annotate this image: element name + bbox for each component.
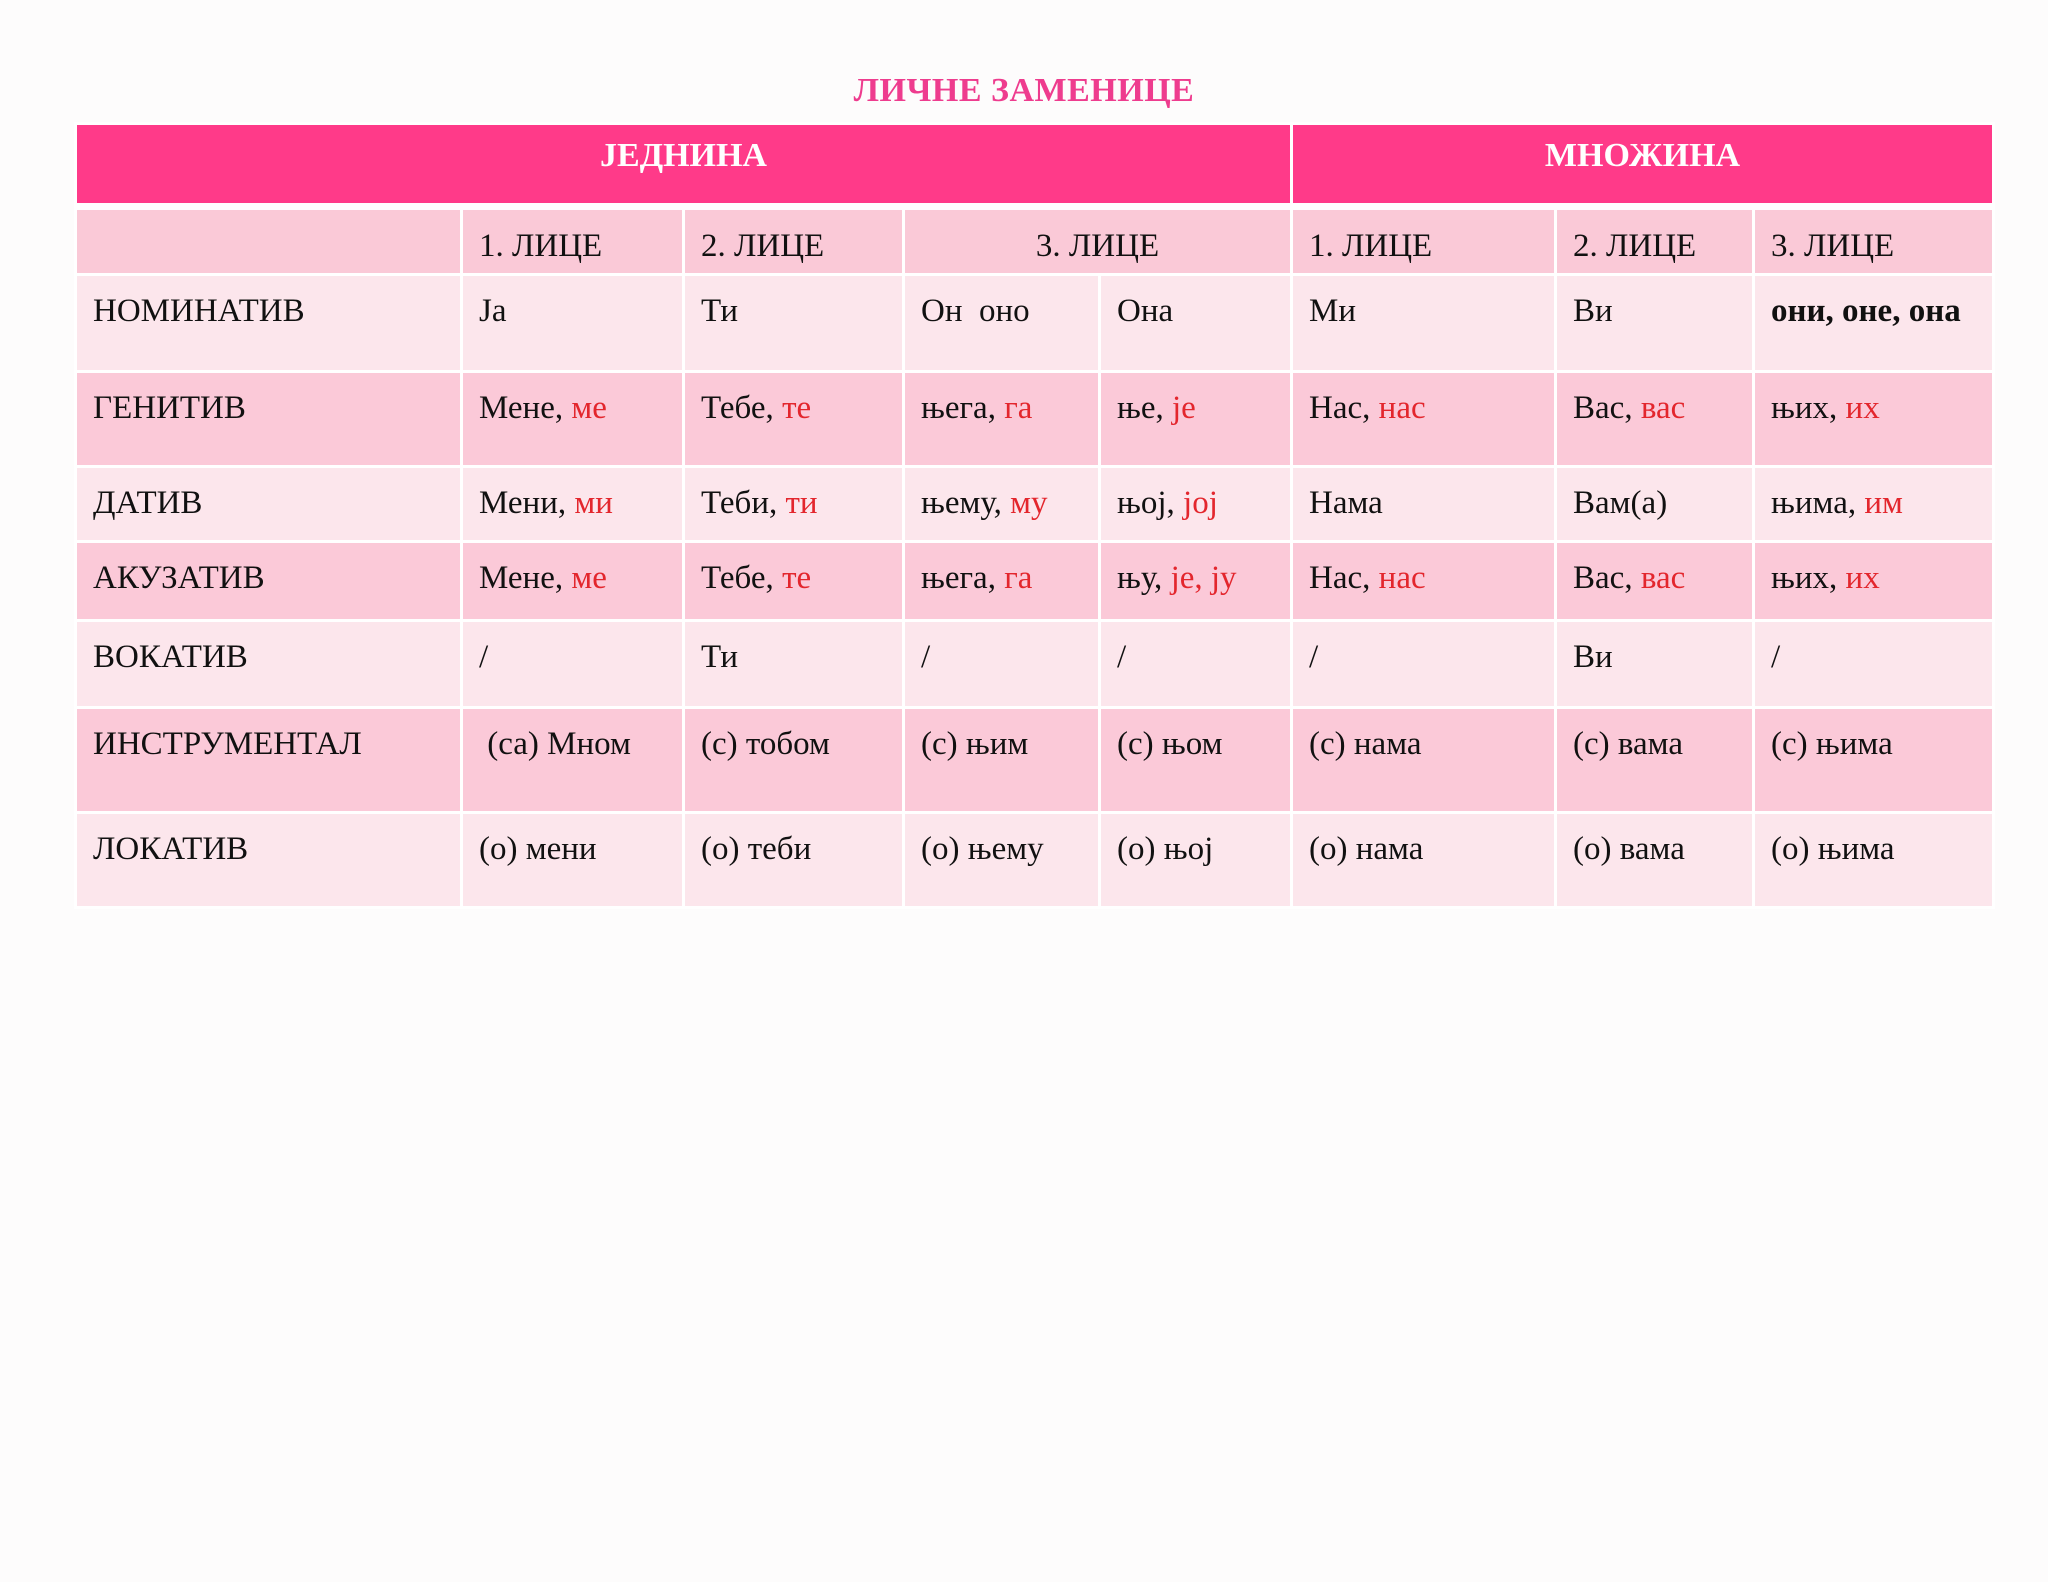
form-cell-pl-1 (1292, 467, 1556, 542)
full-form: (о) њима (1771, 831, 1895, 867)
form-cell-sg-1 (462, 372, 684, 467)
clitic-form: нас (1378, 390, 1426, 426)
form-cell-pl-3 (1754, 542, 1994, 621)
full-form: Вам(а) (1573, 485, 1668, 521)
table-row (76, 621, 1994, 708)
full-form: (о) њој (1117, 831, 1214, 867)
form-cell-sg-3-m (904, 813, 1100, 908)
full-form: ње, (1117, 390, 1173, 426)
form-cell-pl-1 (1292, 708, 1556, 813)
form-cell-sg-3-f (1100, 372, 1292, 467)
form-cell-sg-2 (684, 372, 904, 467)
form-cell-pl-1 (1292, 372, 1556, 467)
full-form: (с) њом (1117, 726, 1223, 762)
form-cell-sg-1 (462, 621, 684, 708)
full-form: Мени, (479, 485, 575, 521)
form-cell-sg-3-m (904, 467, 1100, 542)
full-form: Вас, (1573, 390, 1641, 426)
plural-header: МНОЖИНА (1292, 124, 1994, 207)
form-cell-sg-2 (684, 467, 904, 542)
clitic-form: га (1004, 560, 1033, 596)
form-cell-pl-1 (1292, 542, 1556, 621)
full-form: Тебе, (701, 390, 783, 426)
full-form: Нама (1309, 485, 1383, 521)
person-header-pl-2: 2. ЛИЦЕ (1556, 207, 1754, 275)
full-form: Вас, (1573, 560, 1641, 596)
clitic-form: их (1845, 390, 1880, 426)
form-cell-sg-1 (462, 813, 684, 908)
full-form: / (1117, 639, 1127, 675)
full-form: / (1771, 639, 1781, 675)
clitic-form: ми (574, 485, 613, 521)
clitic-form: ме (571, 390, 607, 426)
full-form: (с) њима (1771, 726, 1893, 762)
form-cell-sg-3-m (904, 621, 1100, 708)
form-cell-sg-2 (684, 542, 904, 621)
full-form: Он оно (921, 293, 1030, 329)
form-cell-pl-2 (1556, 275, 1754, 372)
form-cell-pl-1 (1292, 621, 1556, 708)
clitic-form: вас (1640, 560, 1686, 596)
clitic-form: ти (785, 485, 818, 521)
person-header-sg-1: 1. ЛИЦЕ (462, 207, 684, 275)
clitic-form: јој (1183, 485, 1218, 521)
full-form: (о) њему (921, 831, 1044, 867)
singular-header: ЈЕДНИНА (76, 124, 1292, 207)
form-cell-pl-1 (1292, 813, 1556, 908)
form-cell-pl-2 (1556, 621, 1754, 708)
table-row (76, 708, 1994, 813)
full-form: њима, (1771, 485, 1865, 521)
form-cell-pl-2 (1556, 467, 1754, 542)
full-form: / (921, 639, 931, 675)
case-label: АКУЗАТИВ (76, 542, 462, 621)
form-cell-pl-2 (1556, 813, 1754, 908)
full-form: њих, (1771, 390, 1846, 426)
clitic-form: му (1010, 485, 1048, 521)
full-form: Нас, (1309, 560, 1379, 596)
form-cell-sg-3-f (1100, 621, 1292, 708)
full-form: / (1309, 639, 1319, 675)
full-form: они, оне, она (1771, 293, 1961, 329)
person-header-sg-2: 2. ЛИЦЕ (684, 207, 904, 275)
form-cell-sg-3-f (1100, 542, 1292, 621)
full-form: (са) Мном (479, 726, 631, 762)
form-cell-sg-3-f (1100, 467, 1292, 542)
full-form: Мене, (479, 560, 572, 596)
full-form: (о) теби (701, 831, 812, 867)
clitic-form: га (1004, 390, 1033, 426)
form-cell-pl-1 (1292, 275, 1556, 372)
full-form: Она (1117, 293, 1174, 329)
clitic-form: ме (571, 560, 607, 596)
full-form: (с) вама (1573, 726, 1683, 762)
full-form: њих, (1771, 560, 1846, 596)
person-header-pl-3: 3. ЛИЦЕ (1754, 207, 1994, 275)
form-cell-sg-3-m (904, 372, 1100, 467)
case-label: ДАТИВ (76, 467, 462, 542)
page-title: ЛИЧНЕ ЗАМЕНИЦЕ (853, 72, 1195, 109)
full-form: (о) нама (1309, 831, 1424, 867)
full-form: (с) њим (921, 726, 1029, 762)
full-form: Ви (1573, 639, 1613, 675)
person-header-sg-3: 3. ЛИЦЕ (904, 207, 1292, 275)
form-cell-pl-3 (1754, 621, 1994, 708)
table-row (76, 275, 1994, 372)
clitic-form: је (1172, 390, 1196, 426)
table-row (76, 467, 1994, 542)
clitic-form: их (1845, 560, 1880, 596)
form-cell-pl-2 (1556, 542, 1754, 621)
clitic-form: вас (1640, 390, 1686, 426)
full-form: Нас, (1309, 390, 1379, 426)
case-label: НОМИНАТИВ (76, 275, 462, 372)
corner-cell (76, 207, 462, 275)
personal-pronouns-table (74, 122, 1995, 909)
full-form: Ти (701, 639, 738, 675)
form-cell-sg-3-f (1100, 708, 1292, 813)
full-form: Ти (701, 293, 738, 329)
full-form: њега, (921, 560, 1005, 596)
clitic-form: им (1864, 485, 1903, 521)
case-label: ГЕНИТИВ (76, 372, 462, 467)
full-form: њему, (921, 485, 1011, 521)
full-form: Теби, (701, 485, 786, 521)
full-form: њој, (1117, 485, 1184, 521)
case-label: ЛОКАТИВ (76, 813, 462, 908)
form-cell-pl-3 (1754, 467, 1994, 542)
form-cell-sg-3-m (904, 708, 1100, 813)
clitic-form: нас (1378, 560, 1426, 596)
full-form: (о) вама (1573, 831, 1685, 867)
full-form: њега, (921, 390, 1005, 426)
person-header-row (76, 207, 1994, 275)
clitic-form: те (782, 390, 812, 426)
full-form: (с) тобом (701, 726, 830, 762)
person-header-pl-1: 1. ЛИЦЕ (1292, 207, 1556, 275)
full-form: / (479, 639, 489, 675)
full-form: Мене, (479, 390, 572, 426)
form-cell-pl-2 (1556, 372, 1754, 467)
form-cell-sg-2 (684, 813, 904, 908)
table-row (76, 542, 1994, 621)
form-cell-pl-3 (1754, 708, 1994, 813)
form-cell-pl-2 (1556, 708, 1754, 813)
full-form: Тебе, (701, 560, 783, 596)
form-cell-sg-3-m (904, 542, 1100, 621)
form-cell-sg-2 (684, 708, 904, 813)
form-cell-sg-3-f (1100, 275, 1292, 372)
full-form: Ви (1573, 293, 1613, 329)
case-label: ВОКАТИВ (76, 621, 462, 708)
form-cell-pl-3 (1754, 372, 1994, 467)
full-form: Ја (479, 293, 507, 329)
form-cell-sg-2 (684, 275, 904, 372)
form-cell-sg-1 (462, 708, 684, 813)
table-row (76, 372, 1994, 467)
clitic-form: је, ју (1170, 560, 1237, 596)
form-cell-sg-2 (684, 621, 904, 708)
table-row (76, 813, 1994, 908)
form-cell-sg-1 (462, 542, 684, 621)
form-cell-sg-1 (462, 275, 684, 372)
form-cell-sg-1 (462, 467, 684, 542)
full-form: (с) нама (1309, 726, 1422, 762)
case-label: ИНСТРУМЕНТАЛ (76, 708, 462, 813)
form-cell-pl-3 (1754, 275, 1994, 372)
clitic-form: те (782, 560, 812, 596)
full-form: Ми (1309, 293, 1357, 329)
number-header-row (76, 124, 1994, 207)
full-form: њу, (1117, 560, 1171, 596)
form-cell-sg-3-m (904, 275, 1100, 372)
form-cell-pl-3 (1754, 813, 1994, 908)
full-form: (о) мени (479, 831, 597, 867)
form-cell-sg-3-f (1100, 813, 1292, 908)
